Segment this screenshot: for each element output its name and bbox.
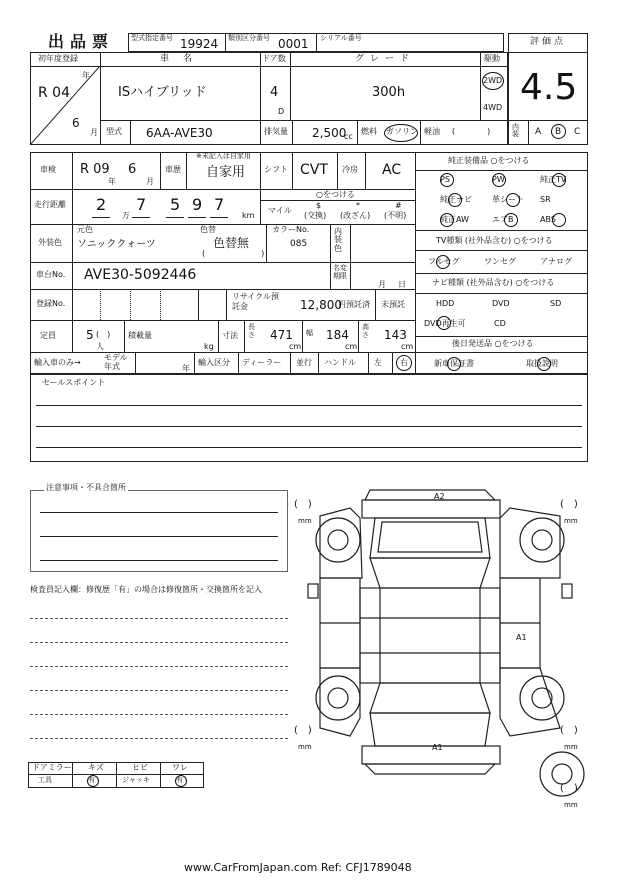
- history-note: ※未記入は自家用: [196, 152, 251, 160]
- later-item-circle: [447, 357, 461, 371]
- tire-bracket: ( ): [560, 725, 578, 736]
- inspection-label: 車検: [40, 165, 56, 174]
- equipment-item: PS: [440, 175, 450, 184]
- equipment-item: 純正TV: [540, 175, 567, 184]
- navi-option: SD: [550, 299, 562, 308]
- color-no-value: 085: [290, 239, 308, 249]
- equipment-item: ABS: [540, 215, 556, 224]
- exterior-label: 外装色: [38, 238, 62, 247]
- watermark: www.CarFromJapan.com Ref: CFJ1789048: [184, 861, 412, 874]
- parallel-label: 並行: [296, 358, 312, 367]
- displacement-value: 2,500: [312, 126, 347, 140]
- height-label: 高さ: [362, 323, 369, 339]
- navi-option: DVD再生可: [424, 319, 466, 328]
- width-unit: cm: [345, 342, 358, 351]
- damage-mark: A1: [432, 743, 443, 752]
- paint-value: 色替無: [213, 236, 250, 250]
- paint-paren: ( ): [202, 249, 265, 258]
- grade-value: 300h: [372, 85, 406, 100]
- dims-label: 寸法: [222, 331, 238, 340]
- inspector-line: [30, 618, 288, 619]
- mileage-digit: 7: [214, 195, 225, 214]
- tv-title: TV種類 (社外品含む) ○をつける: [436, 236, 553, 245]
- score-label: 評価点: [530, 37, 567, 47]
- mileage-digit-underline: [188, 217, 206, 218]
- tire-mm: mm: [564, 801, 578, 809]
- circle-note: ○をつける: [316, 190, 355, 199]
- diesel-label: 軽油: [424, 127, 440, 136]
- diesel-paren: ( ): [452, 127, 491, 136]
- mileage-digit: 5: [170, 195, 181, 214]
- car-name-value: ISハイブリッド: [118, 85, 207, 100]
- drive-4wd: 4WD: [483, 103, 503, 112]
- equipment-item: 純正AW: [440, 215, 469, 224]
- inspection-year: R 09: [80, 162, 110, 177]
- mileage-man: 万: [122, 211, 130, 220]
- sales-point-box: [30, 374, 588, 462]
- navi-option: CD: [494, 319, 506, 328]
- width-value: 184: [326, 328, 349, 342]
- mile-label: マイル: [268, 206, 292, 215]
- doors-value: 4: [270, 85, 279, 100]
- score-value: 4.5: [520, 67, 578, 108]
- dealer-label: ディーラー: [242, 358, 282, 367]
- grade-label: グレード: [355, 54, 416, 64]
- later-item: 新車保証書: [434, 359, 474, 368]
- doors-suffix: D: [278, 107, 285, 116]
- equipment-item: PW: [492, 175, 505, 184]
- damage-mark: A2: [434, 492, 445, 501]
- fuel-value: ガソリン: [386, 127, 418, 136]
- capacity-paren: ( ): [96, 330, 111, 339]
- recycle-unit: 円預託済: [338, 300, 370, 309]
- legend-cell: 有: [88, 776, 95, 784]
- tv-option-circle: [436, 255, 450, 269]
- equipment-circle: [552, 213, 566, 227]
- recycle-value: 12,800: [300, 298, 342, 312]
- mileage-unit: km: [242, 211, 255, 220]
- chassis-label: 車台No.: [36, 270, 66, 279]
- paint-label: 色替: [200, 225, 216, 234]
- damage-mark: A1: [516, 633, 527, 642]
- drive-2wd: 2WD: [483, 76, 503, 85]
- recycle-label: リサイクル預託金: [232, 292, 279, 311]
- tire-bracket: ( ): [560, 499, 578, 510]
- equipment-circle: [448, 193, 462, 207]
- model-label: 型式: [106, 127, 122, 136]
- model-year-unit: 年: [182, 364, 190, 373]
- legend-header: ヒビ: [132, 763, 148, 772]
- type-value: 19924: [180, 37, 219, 51]
- length-label: 長さ: [248, 323, 255, 339]
- handle-label: ハンドル: [324, 358, 356, 367]
- name-change-month: 月: [378, 280, 386, 289]
- tire-mm: mm: [564, 517, 578, 525]
- drive-2wd-circle: [482, 72, 504, 90]
- equipment-circle: [506, 193, 520, 207]
- tire-mm: mm: [298, 517, 312, 525]
- orig-color-label: 元色: [77, 225, 93, 234]
- legend-cell: ジャッキ: [122, 776, 150, 784]
- car-diagram: [290, 478, 590, 808]
- capacity-unit: 人: [96, 342, 104, 351]
- right-circle: [396, 355, 412, 371]
- legend-header: ワレ: [172, 763, 188, 772]
- equipment-circle: [552, 173, 566, 187]
- inspection-year-unit: 年: [108, 177, 116, 186]
- alter-symbol: *: [356, 201, 360, 210]
- tv-option: フルセグ: [428, 257, 460, 266]
- mileage-digit-underline: [92, 217, 110, 218]
- mileage-digit-underline: [132, 217, 150, 218]
- import-class-label: 輸入区分: [198, 358, 230, 367]
- import-label: 輸入車のみ→: [34, 358, 81, 367]
- first-reg-label: 初年度登録: [38, 54, 78, 63]
- drive-label: 駆動: [484, 54, 500, 63]
- mileage-digit-underline: [210, 217, 228, 218]
- legend-header: ドアミラー: [32, 763, 72, 772]
- tool-circle: [87, 775, 99, 787]
- tire-bracket: ( ): [560, 783, 578, 794]
- capacity-label: 定員: [40, 331, 56, 340]
- capacity-value: 5: [86, 328, 94, 342]
- orig-color-value: ソニッククォーツ: [77, 239, 156, 250]
- recycle-unpaid: 未預託: [381, 300, 405, 309]
- displacement-unit: cc: [344, 132, 353, 141]
- interior-b-circle: [551, 124, 566, 139]
- swap-label: (交換): [304, 211, 327, 220]
- right-label: 右: [400, 358, 408, 367]
- tv-option: アナログ: [540, 257, 572, 266]
- navi-option: HDD: [436, 299, 455, 308]
- tire-mm: mm: [298, 743, 312, 751]
- shift-label: シフト: [264, 165, 288, 174]
- inspection-month: 6: [128, 162, 137, 177]
- serial-label: シリアル番号: [320, 34, 362, 42]
- shift-value: CVT: [300, 162, 328, 178]
- interior-color-label: 内装色: [334, 227, 342, 253]
- name-change-day: 日: [398, 280, 406, 289]
- mileage-digit-underline: [166, 217, 184, 218]
- chassis-value: AVE30-5092446: [84, 267, 197, 283]
- name-change-label: 名変期限: [333, 264, 347, 280]
- tv-option: ワンセグ: [484, 257, 516, 266]
- mileage-label: 走行距離: [34, 200, 66, 209]
- load-unit: kg: [204, 342, 214, 351]
- interior-label: 内装: [512, 123, 519, 138]
- equipment-item: SR: [540, 195, 551, 204]
- inspector-label: 検査員記入欄：修復歴「有」の場合は修復箇所・交換箇所を記入: [30, 585, 262, 594]
- doors-label: ドア数: [262, 54, 286, 63]
- reg-label: 登録No.: [36, 299, 66, 308]
- navi-option: DVD: [492, 299, 510, 308]
- height-value: 143: [384, 328, 407, 342]
- inspection-month-unit: 月: [146, 177, 154, 186]
- mileage-digit: 7: [136, 195, 147, 214]
- width-label: 幅: [306, 329, 313, 337]
- later-title: 後日発送品 ○をつける: [452, 339, 534, 348]
- history-label: 車歴: [165, 165, 181, 174]
- unknown-label: (不明): [384, 211, 407, 220]
- inspector-line: [30, 690, 288, 691]
- inspector-line: [30, 666, 288, 667]
- tire-mm: mm: [564, 743, 578, 751]
- equipment-item: 純正ナビ: [440, 195, 472, 204]
- class-label: 類別区分番号: [228, 34, 270, 42]
- fuel-circle: [384, 124, 418, 142]
- fuel-label: 燃料: [361, 127, 377, 136]
- equipment-circle: [440, 173, 454, 187]
- swap-symbol: $: [316, 201, 322, 210]
- navi-option-circle: [437, 316, 451, 330]
- displacement-label: 排気量: [264, 127, 288, 136]
- history-value: 自家用: [206, 165, 246, 180]
- sales-point-label: セールスポイント: [42, 378, 106, 387]
- later-item-circle: [537, 357, 551, 371]
- equipment-circle: [504, 213, 518, 227]
- interior-c: C: [574, 127, 581, 137]
- load-label: 積載量: [128, 331, 152, 340]
- unknown-symbol: #: [395, 201, 402, 210]
- inspector-line: [30, 738, 288, 739]
- left-label: 左: [374, 358, 382, 367]
- length-value: 471: [270, 328, 293, 342]
- equipment-circle: [440, 213, 454, 227]
- tire-bracket: ( ): [294, 499, 312, 510]
- legend-cell: 有: [176, 776, 183, 784]
- interior-b: B: [555, 127, 562, 137]
- type-label: 型式指定番号: [131, 34, 173, 42]
- model-value: 6AA-AVE30: [146, 126, 213, 140]
- model-year-label: モデル年式: [104, 353, 128, 371]
- interior-a: A: [535, 127, 542, 137]
- later-item: 取扱説明: [526, 359, 558, 368]
- first-reg-month-unit: 月: [90, 128, 98, 137]
- height-unit: cm: [401, 342, 414, 351]
- inspector-line: [30, 714, 288, 715]
- equipment-circle: [492, 173, 506, 187]
- navi-title: ナビ種類 (社外品含む) ○をつける: [432, 278, 555, 287]
- equipment-item: 革シート: [492, 195, 524, 204]
- mileage-digit: 2: [96, 195, 107, 214]
- car-name-label: 車名: [160, 54, 207, 64]
- equipment-item: エアB: [492, 215, 514, 224]
- equipment-title: 純正装備品 ○をつける: [448, 156, 530, 165]
- inspector-line: [30, 642, 288, 643]
- alter-label: (改ざん): [340, 211, 371, 220]
- first-reg-year-unit: 年: [82, 71, 90, 80]
- caution-label: 注意事項・不具合箇所: [46, 483, 126, 492]
- legend-cell: 工具: [38, 776, 52, 784]
- aircon-label: 冷房: [342, 165, 358, 174]
- first-reg-month: 6: [72, 116, 80, 130]
- tire-bracket: ( ): [294, 725, 312, 736]
- class-value: 0001: [278, 37, 309, 51]
- legend-header: キズ: [88, 763, 104, 772]
- first-reg-year: R 04: [38, 85, 70, 101]
- aircon-value: AC: [382, 162, 402, 178]
- mileage-digit: 9: [192, 195, 203, 214]
- color-no-label: カラーNo.: [272, 225, 310, 234]
- jack-circle: [175, 775, 187, 787]
- length-unit: cm: [289, 342, 302, 351]
- form-title: 出品票: [48, 32, 115, 51]
